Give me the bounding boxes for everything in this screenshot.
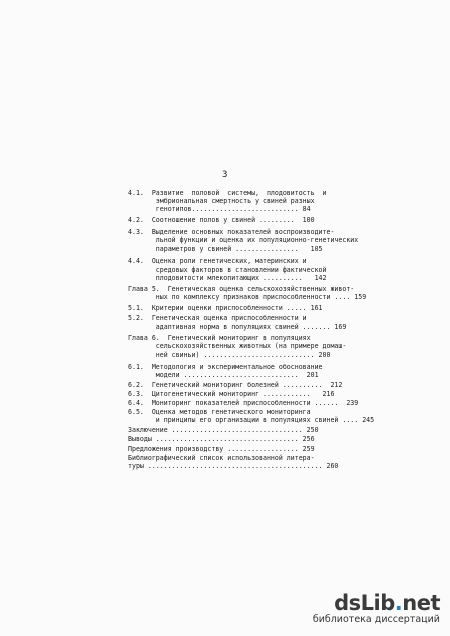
toc-line: 6.3. Цитогенетический мониторинг ............ 216	[128, 390, 335, 398]
page-number: 3	[222, 170, 228, 180]
toc-line: эмбриональная смертность у свиней разных	[128, 197, 315, 205]
toc-line: ней свиньи) ............................ 200	[128, 351, 331, 359]
toc-line: 6.5. Оценка методов генетического мониторинга	[128, 408, 311, 416]
toc-line: сельскохозяйственных животных (на примере домаш-	[128, 342, 347, 350]
toc-line: параметров у свиней ................ 105	[128, 245, 323, 253]
toc-line: Выводы .................................... 256	[128, 435, 315, 443]
watermark	[313, 592, 440, 626]
toc-line: адаптивная норма в популяциях свиней ....... 169	[128, 323, 347, 331]
toc-line: 6.1. Методология и экспериментальное обоснование	[128, 363, 323, 371]
toc-line: Заключение ................................. 250	[128, 426, 319, 434]
toc-line: генотипов........................... 84	[128, 205, 311, 213]
toc-line: 5.2. Генетическая оценка приспособленности и	[128, 314, 307, 322]
toc-line: 4.2. Соотношение полов у свиней ......... 100	[128, 216, 315, 224]
toc-line: туры ............................................ 260	[128, 462, 339, 470]
toc-line: льной функции и оценка их популяционно-генетических	[128, 236, 359, 244]
toc-line: 4.4. Оценка роли генетических, материнских и	[128, 257, 307, 265]
toc-line: плодовитости млекопитающих .......... 142	[128, 274, 327, 282]
watermark-subtitle: библиотека диссертаций	[312, 614, 440, 625]
toc-line: Глава 6. Генетический мониторинг в популяциях	[128, 334, 311, 342]
toc-line: 6.2. Генетический мониторинг болезней .......... 212	[128, 381, 343, 389]
watermark-logo: dsLib.net	[334, 591, 440, 615]
toc-line: 4.3. Выделение основных показателей воспроизводите-	[128, 228, 335, 236]
toc-line: 4.1. Развитие половой системы, плодовитость и	[128, 189, 327, 197]
toc-line: средовых факторов в становлении фактической	[128, 266, 327, 274]
toc-line: ных по комплексу признаков приспособленности .... 159	[128, 293, 367, 301]
toc-line: 6.4. Мониторинг показателей приспособленности ...... 239	[128, 399, 359, 407]
toc-line: 5.1. Критерии оценки приспособленности ..... 161	[128, 304, 323, 312]
toc-line: модели ............................. 201	[128, 371, 319, 379]
toc-line: Глава 5. Генетическая оценка сельскохозяйственных живот-	[128, 285, 355, 293]
toc-line: Библиографический список использованной литера-	[128, 454, 315, 462]
toc-line: и принципы его организации в популяциях свиней .... 245	[128, 416, 375, 424]
toc-line: Предложения производству .................. 259	[128, 445, 315, 453]
